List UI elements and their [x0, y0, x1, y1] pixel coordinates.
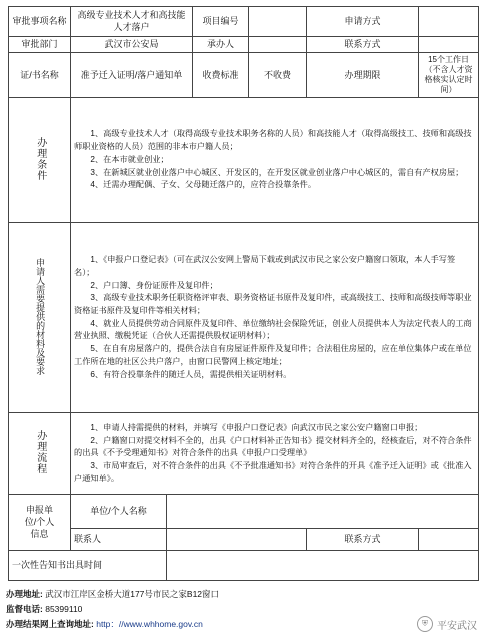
fee-value: 不收费	[249, 53, 307, 98]
process-label-cell	[9, 413, 71, 495]
fee-label: 收费标准	[193, 53, 249, 98]
address-label: 办理地址:	[6, 589, 43, 599]
conditions-content	[71, 98, 479, 223]
watermark-text: 平安武汉	[437, 620, 477, 632]
query-label: 办理结果网上查询地址:	[6, 619, 94, 629]
cert-value: 准予迁入证明/落户通知单	[71, 53, 193, 98]
contact-method-label: 联系方式	[307, 529, 419, 551]
phone-label: 监督电话:	[6, 604, 43, 614]
conditions-label: 办理条件	[34, 136, 46, 181]
material-item: 5、在自有房屋落户的，提供合法自有房屋证件原件及复印件；合法租住房屋的，应在单位集体户或在单位工作所在地的社区公共户落户，由窗口民警网上核定地址；	[74, 344, 472, 366]
process-label: 办理流程	[34, 430, 46, 475]
project-code-label: 项目编号	[193, 7, 249, 37]
applicant-label-cell	[9, 495, 71, 551]
material-item: 3、高级专业技术职务任职资格评审表、职务资格证书原件及复印件，或高级技工、技师和高级技师等职业资格证书原件及复印件等相关材料；	[74, 293, 472, 316]
materials-content	[71, 223, 479, 413]
contact-person-value[interactable]	[167, 529, 307, 551]
unit-name-value[interactable]	[167, 495, 479, 529]
phone-value: 85399110	[45, 604, 83, 614]
apply-method-label: 申请方式	[307, 7, 419, 37]
contact-person-label: 联系人	[71, 529, 167, 551]
dept-value: 武汉市公安局	[71, 37, 193, 53]
notice-time-label: 一次性告知书出具时间	[9, 551, 167, 581]
item-name-value: 高级专业技术人才和高技能人才落户	[71, 7, 193, 37]
approval-form-table	[8, 6, 479, 581]
footer-address	[6, 588, 219, 600]
condition-item: 1、高级专业技术人才（取得高级专业技术职务名称的人员）和高技能人才（取得高级技工、技师和高级技师职业资格的人员）范围的非本市户籍人员；	[74, 129, 472, 152]
process-item: 1、申请人持需提供的材料，并填写《申报户口登记表》向武汉市民之家公安户籍窗口申报；	[90, 422, 423, 432]
process-item: 3、市局审查后，对不符合条件的出具《不予批准通知书》对符合条件的开具《准予迁入证明》或《批准入户通知单》。	[74, 461, 472, 483]
material-item: 6、有符合投靠条件的随迁人员，需提供相关证明材料。	[90, 369, 292, 379]
condition-item: 2、在本市就业创业；	[90, 154, 169, 164]
contact-value[interactable]	[419, 37, 479, 53]
contact-label: 联系方式	[307, 37, 419, 53]
process-item: 2、户籍窗口对提交材料不全的，出具《户口材料补正告知书》提交材料齐全的，经核查后，对不符合条件的出具《不予受理通知书》对符合条件的出具《申报户口受理单》	[74, 435, 472, 458]
shield-icon: ⛨	[417, 616, 433, 632]
unit-name-label: 单位/个人名称	[71, 495, 167, 529]
footer-query	[6, 618, 203, 630]
applicant-label: 申报单位/个人信息	[24, 505, 55, 539]
handler-value[interactable]	[249, 37, 307, 53]
materials-label: 申请人需要提供的材料及要求	[35, 257, 46, 375]
material-item: 4、就业人员提供劳动合同原件及复印件、单位缴纳社会保险凭证，创业人员提供本人为法定代表人的工商营业执照、缴税凭证（合伙人还需提供股权证明材料）；	[74, 318, 472, 341]
footer-phone	[6, 603, 82, 615]
item-name-label: 审批事项名称	[9, 7, 71, 37]
dept-label: 审批部门	[9, 37, 71, 53]
conditions-label-cell	[9, 98, 71, 223]
query-link[interactable]: http：//www.whhome.gov.cn	[96, 619, 203, 629]
deadline-label: 办理期限	[307, 53, 419, 98]
contact-method-value[interactable]	[419, 529, 479, 551]
handler-label: 承办人	[193, 37, 249, 53]
cert-label: 证/书名称	[9, 53, 71, 98]
condition-item: 3、在新城区就业创业落户中心城区、开发区的，在开发区就业创业落户中心城区的，需自有产权房屋；	[90, 167, 464, 177]
watermark	[417, 616, 477, 632]
material-item: 1、《申报户口登记表》（可在武汉公安网上警局下载或到武汉市民之家公安户籍窗口领取，本人手写签名）；	[74, 255, 456, 277]
address-value: 武汉市江岸区金桥大道177号市民之家B12窗口	[45, 589, 220, 599]
process-content	[71, 413, 479, 495]
notice-time-value[interactable]	[167, 551, 479, 581]
project-code-value[interactable]	[249, 7, 307, 37]
materials-label-cell	[9, 223, 71, 413]
material-item: 2、户口簿、身份证原件及复印件；	[90, 280, 218, 290]
apply-method-value[interactable]	[419, 7, 479, 37]
condition-item: 4、迁需办理配偶、子女、父母随迁落户的，应符合投靠条件。	[90, 180, 317, 190]
deadline-value: 15个工作日（不含人才资格核实认定时间）	[419, 53, 479, 98]
